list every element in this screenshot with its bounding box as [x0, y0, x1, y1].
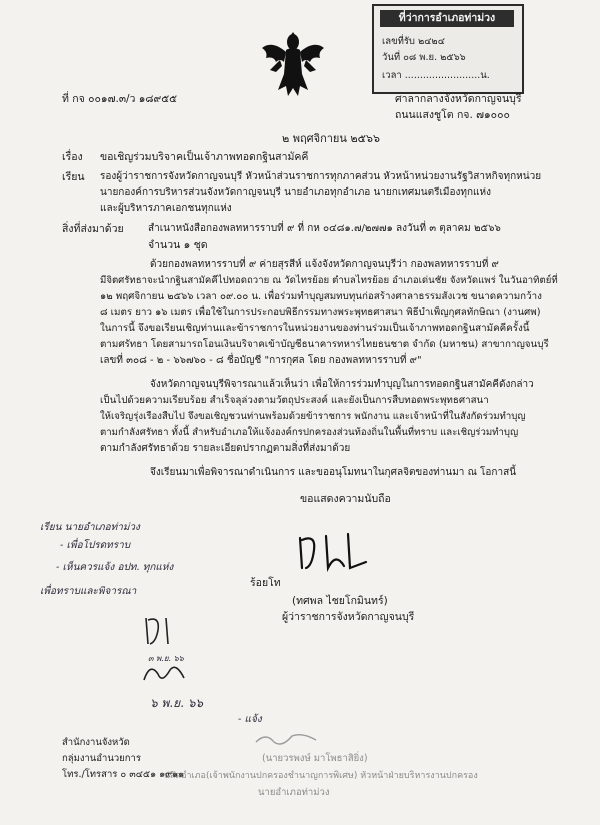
- handwritten-note: - แจ้ง: [238, 714, 262, 725]
- faded-name: (นายวรพงษ์ มาโพธาสิยิ่ง): [262, 753, 368, 764]
- subject-label: เรื่อง: [62, 151, 83, 163]
- body-p1-line: ด้วยกองพลทหารราบที่ ๙ ค่ายสุรสีห์ แจ้งจังหวัดกาญจนบุรีว่า กองพลทหารราบที่ ๙: [150, 259, 499, 270]
- handwritten-date: ๓ พ.ย. ๖๖: [148, 654, 184, 663]
- body-p1-line: ๘ เมตร ยาว ๑๖ เมตร เพื่อใช้ในการประกอบพิธีกรรมทางพระพุทธศาสนา พิธีบำเพ็ญกุศลทักษิณา (งานศพ): [100, 307, 541, 318]
- letter-date: ๒ พฤศจิกายน ๒๕๖๖: [282, 132, 380, 145]
- body-p2-line: จังหวัดกาญจนบุรีพิจารณาแล้วเห็นว่า เพื่อให้การร่วมทำบุญในการทอดกฐินสามัคคีดังกล่าว: [150, 379, 534, 390]
- recipient-line2: นายกองค์การบริหารส่วนจังหวัดกาญจนบุรี นายอำเภอทุกอำเภอ นายกเทศมนตรีเมืองทุกแห่ง: [100, 187, 491, 198]
- faded-position: ปลัดอำเภอ(เจ้าพนักงานปกครองชำนาญการพิเศษ) หัวหน้าฝ่ายบริหารงานปกครอง: [164, 771, 478, 781]
- body-p1-line: ตามศรัทธา โดยสามารถโอนเงินบริจาคเข้าบัญชีธนาคารทหารไทยธนชาต จำกัด (มหาชน) สาขากาญจนบุรี: [100, 339, 549, 350]
- recipient-label: เรียน: [62, 171, 85, 183]
- signer-position: ผู้ว่าราชการจังหวัดกาญจนบุรี: [282, 611, 415, 623]
- stamp-time: เวลา .........................น.: [382, 70, 490, 81]
- stamp-title: ที่ว่าการอำเภอท่าม่วง: [380, 10, 514, 27]
- initials-mark-icon: [140, 660, 190, 688]
- handwritten-note: - เพื่อโปรดทราบ: [60, 540, 131, 551]
- closing-text: ขอแสดงความนับถือ: [300, 493, 391, 505]
- handwritten-note: เรียน นายอำเภอท่าม่วง: [40, 522, 140, 533]
- footer-group: กลุ่มงานอำนวยการ: [62, 753, 141, 764]
- attachment-line2: จำนวน ๑ ชุด: [148, 239, 208, 251]
- recipient-line3: และผู้บริหารภาคเอกชนทุกแห่ง: [100, 203, 232, 214]
- body-p1-line: ในการนี้ จึงขอเรียนเชิญท่านและข้าราชการในหน่วยงานของท่านร่วมเป็นเจ้าภาพทอดกฐินสามัคคีครั้งนี้: [100, 323, 530, 334]
- handwritten-date: ๖ พ.ย. ๖๖: [150, 696, 204, 710]
- body-p3: จึงเรียนมาเพื่อพิจารณาดำเนินการ และขออนุโมทนาในกุศลจิตของท่านมา ณ โอกาสนี้: [150, 467, 517, 478]
- document-number: ที่ กจ ๐๐๑๗.๓/ว ๑๘๙๕๕: [62, 93, 178, 105]
- body-p2-line: ตามกำลังศรัทธาด้วย รายละเอียดปรากฏตามสิ่งที่ส่งมาด้วย: [100, 443, 351, 454]
- recipient-line1: รองผู้ว่าราชการจังหวัดกาญจนบุรี หัวหน้าส่วนราชการทุกภาคส่วน หัวหน้าหน่วยงานรัฐวิสาหกิจทุกหน่วย: [100, 171, 542, 182]
- body-p1-line: เลขที่ ๓๐๘ - ๒ - ๖๖๗๖๐ - ๘ ชื่อบัญชี "การกุศล โดย กองพลทหารราบที่ ๙": [100, 355, 422, 366]
- signature-icon: [292, 528, 372, 576]
- faded-position2: นายอำเภอท่าม่วง: [258, 787, 330, 798]
- footer-office: สำนักงานจังหวัด: [62, 737, 130, 748]
- garuda-emblem-icon: [258, 30, 328, 102]
- body-p1-line: มีจิตศรัทธาจะนำกฐินสามัคคีไปทอดถวาย ณ วัดไทรย้อย ตำบลไทรย้อย อำเภอเด่นชัย จังหวัดแพร่ ในวันอาทิตย์ที่: [100, 275, 558, 286]
- office-address-line2: ถนนแสงชูโต กจ. ๗๑๐๐๐: [395, 109, 510, 121]
- body-p2-line: ตามกำลังศรัทธา ทั้งนี้ สำหรับอำเภอให้แจ้งองค์กรปกครองส่วนท้องถิ่นในพื้นที่ทราบ และเชิญร่วมทำบุญ: [100, 427, 519, 438]
- body-p2-line: ให้เจริญรุ่งเรืองสืบไป จึงขอเชิญชวนท่านพร้อมด้วยข้าราชการ พนักงาน และเจ้าหน้าที่ในสังกัดร่วมทำบุญ: [100, 411, 526, 422]
- body-p1-line: ๑๒ พฤศจิกายน ๒๕๖๖ เวลา ๐๙.๐๐ น. เพื่อร่วมทำบุญสมทบทุนก่อสร้างศาลาธรรมสังเวช ขนาดความกว้าง: [100, 291, 542, 302]
- subject-text: ขอเชิญร่วมบริจาคเป็นเจ้าภาพทอดกฐินสามัคคี: [100, 151, 309, 163]
- signer-name: (ทศพล ไชยโกมินทร์): [292, 595, 388, 607]
- receiving-stamp: [372, 4, 524, 94]
- footer-phone: โทร./โทรสาร ๐ ๓๔๕๑ ๑๙๑๑: [62, 769, 185, 780]
- faded-signature-icon: [252, 730, 322, 748]
- office-address-line1: ศาลากลางจังหวัดกาญจนบุรี: [395, 93, 522, 105]
- attachment-line1: สำเนาหนังสือกองพลทหารราบที่ ๙ ที่ กห ๐๔๘๑.๗/๒๗๗๑ ลงวันที่ ๓ ตุลาคม ๒๕๖๖: [148, 223, 501, 234]
- handwritten-note: เพื่อทราบและพิจารณา: [40, 586, 137, 597]
- attachment-label: สิ่งที่ส่งมาด้วย: [62, 223, 124, 235]
- handwritten-note: - เห็นควรแจ้ง อปท. ทุกแห่ง: [56, 562, 174, 573]
- stamp-receive-no: เลขที่รับ ๒๔๒๔: [382, 36, 445, 47]
- body-p2-line: เป็นไปด้วยความเรียบร้อย สำเร็จลุล่วงตามวัตถุประสงค์ และยังเป็นการสืบทอดพระพุทธศาสนา: [100, 395, 489, 406]
- initials-mark-icon: [140, 614, 180, 648]
- signer-rank: ร้อยโท: [250, 577, 281, 589]
- stamp-date: วันที่ ๐๘ พ.ย. ๒๕๖๖: [382, 52, 466, 63]
